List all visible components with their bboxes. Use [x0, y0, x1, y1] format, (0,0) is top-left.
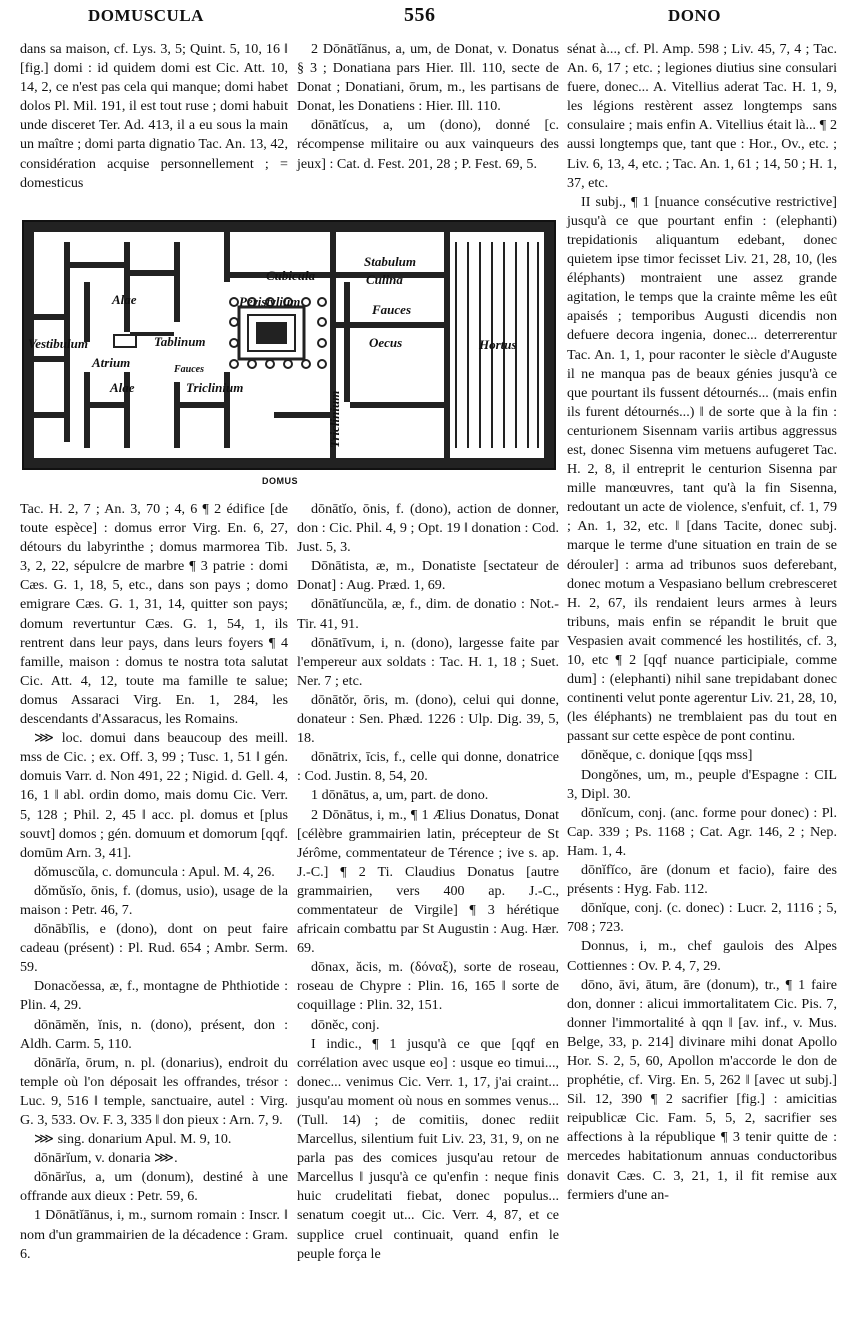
- entry-text: dans sa maison, cf. Lys. 3, 5; Quint. 5, 10, 16 ‖ [fig.] domi : id quidem domi est Cic. Att. 10, 14, 2, ce n'est pas cela qui manque; domi habet dolos Pl. Mil. 191, il est tout ruse ; domi habuit unde disceret Ter. Ad. 413, il a eu sous la main un maître ; domi parta dignatio Tac. An. 13, 42, considération acquise personnellement ; = domesticus: [20, 41, 288, 191]
- label-alae-low: Alae: [110, 380, 135, 395]
- dictionary-entry: dōnĕque, c. donique [qqs mss]: [581, 747, 753, 764]
- entry-continuation: sénat à..., cf. Pl. Amp. 598 ; Liv. 45, 7, 4 ; Tac. An. 6, 17 ; etc. ; legiones diutius sine consulari fuere, donec... A. Vitellius aderat Tac. H. 1, 9, les légions restèrent assez longtemps sans consulaire ; mais enfin A. Vitellius était là... ¶ 2 aussi longtemps que, tant que : Hor., Ov., etc. ; Liv. 6, 13, 4, etc. ; Tac. An. 1, 61 ; 14, 50 ; H. 1, 37, etc.: [567, 41, 837, 191]
- floor-plan-drawing: [24, 222, 554, 468]
- domus-floor-plan: [22, 220, 556, 470]
- column-1-bottom: [20, 500, 288, 1264]
- dictionary-entry: 2 Dōnātĭānus, a, um, de Donat, v. Donatus § 3 ; Donatiana pars Hier. Ill. 110, secte de Donat ; Donatiani, ōrum, m., les partisans de Donat, les Donatiens : Hier. Ill. 110.: [297, 41, 559, 115]
- right-running-head: DONO: [668, 6, 721, 25]
- left-running-head: DOMUSCULA: [88, 6, 204, 25]
- dictionary-entry: dōnax, ăcis, m. (δόναξ), sorte de roseau, roseau de Chypre : Plin. 16, 165 ‖ sorte de coquillage : Plin. 32, 151.: [297, 959, 559, 1014]
- dictionary-entry: dōnātĭo, ōnis, f. (dono), action de donner, don : Cic. Phil. 4, 9 ; Opt. 19 ‖ donation : Cod. Just. 5, 3.: [297, 501, 559, 556]
- dictionary-entry: Donnus, i, m., chef gaulois des Alpes Cottiennes : Ov. P. 4, 7, 29.: [567, 938, 837, 974]
- column-3: [567, 40, 837, 1205]
- dictionary-entry: ⋙ loc. domui dans beaucoup des meill. mss de Cic. ; ex. Off. 3, 99 ; Tusc. 1, 51 ‖ gén. domuis Varr. d. Non 491, 22 ; Nigid. d. Gell. 4, 16, 1 ‖ abl. ordin domo, mais domu Cic. Verr. 5, 128 ; Phil. 2, 45 ‖ acc. pl. domus et [plus souvt] domos ; gén. domuum et domorum [qqf. domūm Arn. 3, 41].: [20, 730, 288, 861]
- dictionary-entry: dōnātīvum, i, n. (dono), largesse faite par l'empereur aux soldats : Tac. H. 1, 18 ; Suet. Ner. 7 ; etc.: [297, 634, 559, 689]
- dictionary-entry: dōnĭfĭco, āre (donum et facio), faire des présents : Hyg. Fab. 112.: [567, 862, 837, 898]
- dictionary-entry: ⋙ sing. donarium Apul. M. 9, 10.: [34, 1131, 232, 1148]
- label-fauces-top: Fauces: [372, 302, 411, 317]
- dictionary-entry: dōnĭcum, conj. (anc. forme pour donec) : Pl. Cap. 339 ; Ps. 1168 ; Cat. Agr. 146, 2 ; Nep. Ham. 1, 4.: [567, 804, 837, 859]
- label-oecus: Oecus: [369, 335, 403, 350]
- label-triclinium-vertical: Triclinium: [327, 390, 342, 448]
- page-number: 556: [404, 4, 436, 26]
- label-peristylium: Peristylium: [239, 294, 301, 309]
- dictionary-entry: 1 Dōnātĭānus, i, m., surnom romain : Inscr. ‖ nom d'un grammairien de la décadence : Gram. 6.: [20, 1207, 288, 1262]
- dictionary-entry: dŏmŭsĭo, ōnis, f. (domus, usio), usage de la maison : Petr. 46, 7.: [20, 882, 288, 918]
- label-culina: Culina: [366, 272, 403, 287]
- label-tablinum: Tablinum: [154, 334, 206, 349]
- dictionary-entry: dōnābĭlis, e (dono), dont on peut faire cadeau (présent) : Pl. Rud. 654 ; Ambr. Serm. 59.: [20, 921, 288, 976]
- dictionary-entry: 2 Dōnātus, i, m., ¶ 1 Ælius Donatus, Donat [célèbre grammairien latin, précepteur de St Jérôme, commentateur de Térence ; ive s. ap. J.-C.] ¶ 2 Ti. Claudius Donatus [autre grammairien, vers 400 ap. J.-C., commentateur de Virgile] ¶ 3 hérétique africain combattu par St Augustin : Aug. Hær. 69.: [297, 806, 559, 957]
- dictionary-entry: I indic., ¶ 1 jusqu'à ce que [qqf en corrélation avec usque eo] : usque eo timui..., donec... venimus Cic. Verr. 1, 17, j'ai craint... jusqu'au moment où nous en sommes venus... (Tull. 14) ; de comitiis, donec rediit Marcellus, silentium fuit Liv. 23, 31, 9, on ne parla pas des comices jusqu'au retour de Marcellus ‖ jusqu'à ce qu'enfin : neque finis huic crudelitati fiebat, donec populus... senatum coegit ut... Cic. Verr. 4, 87, et ce supplice cruel continuait, quand enfin le peuple força le: [297, 1035, 559, 1262]
- label-cubicula: Cubicula: [266, 268, 316, 283]
- dictionary-entry: dōno, āvi, ātum, āre (donum), tr., ¶ 1 faire don, donner : alicui immortalitatem Cic. Pis. 7, donner l'immortalité à qqn ‖ [av. inf., v. Mus. Belge, 33, p. 214] divinare mihi donat Apollo Hor. S. 2, 5, 60, Apollon m'accorde le don de prophétie, cf. Virg. En. 5, 262 ‖ [avec ut subj.] Sil. 12, 390 ¶ 2 sacrifier [fig.] : amicitias reipublicæ Cic. Fam. 5, 5, 2, sacrifier ses affections à la république ¶ 3 tenir quitte de : mercedes habitationum annuas conductoribus donavit Cæs. C. 3, 21, 1, il fit remise aux fermiers d'une an-: [567, 976, 837, 1203]
- label-triclinium: Triclinium: [186, 380, 244, 395]
- dictionary-entry: dōnāmĕn, ĭnis, n. (dono), présent, don : Aldh. Carm. 5, 110.: [20, 1016, 288, 1052]
- dictionary-entry: Dongŏnes, um, m., peuple d'Espagne : CIL 3, Dipl. 30.: [567, 766, 837, 802]
- dictionary-entry: dōnātĭuncŭla, æ, f., dim. de donatio : Not.-Tir. 41, 91.: [297, 596, 559, 632]
- entry-continuation: Tac. H. 2, 7 ; An. 3, 70 ; 4, 6 ¶ 2 édifice [de toute espèce] : domus error Virg. En. 6, 27, détours du labyrinthe ; domus marmorea Tib. 3, 2, 22, sépulcre de marbre ¶ 3 patrie : domi Cæs. G. 1, 18, 5, etc., dans son pays ; domo emigrare Cæs. G. 1, 31, 14, quitter son pays; domum revertuntur Cæs. G. 1, 54, 1, ils rentrent dans leur pays, dans leurs foyers ¶ 4 famille, maison : domus te nostra tota salutat Cic. Att. 4, 12, toute ma famille te salue; domus Assaraci Virg. En. 1, 284, les descendants d'Assaracus, les Romains.: [20, 501, 288, 728]
- dictionary-entry: dōnĕc, conj.: [311, 1016, 380, 1033]
- column-2-top: [297, 40, 559, 174]
- dictionary-entry: II subj., ¶ 1 [nuance consécutive restrictive] jusqu'à ce que pourtant enfin : (elephanti) trepidationis aliquantum edebant, donec quietem ipse timor fecisset Liv. 21, 28, 10, (les éléphants) montraient une assez grande agitation, le temps que la crainte même les eût apaisés ; temporibus Augusti dicendis non defuere decora ingenia, donec... deterrerentur Tac. An. 1, 1, pour raconter le siècle d'Auguste il ne manqua pas de beaux génies jusqu'à ce que pourtant ils fussent détournés... (mais enfin ils furent détournés...) ‖ de sorte que à la fin : centurionem Sisennam variis artibus aggressus est, donec Sisenna vim metuens aufugeret Tac. H. 2, 8, il entreprit le centurion Sisenna par mille manœuvres, tant qu'à la fin Sisenna, redoutant un acte de violence, s'enfuit, cf. 1, 79 ; An. 1, 32, etc. ‖ [dans Tacite, donec subj. marque le terme d'une situation en train de se dérouler] : arma ad tribunos suos deferebant, donec motum a Vespasiano bellum crebresceret H. 2, 67, ils rendaient leurs armes à leurs tribuns, mais enfin se répandit le bruit que Vespasien avait commencé les hostilités, cf. 3, 10, etc ¶ 2 [qqf nuance participiale, comme dum] : (elephanti) nihil sane trepidabant donec continenti velut ponte agerentur Liv. 21, 28, 10, (les éléphants) ne tremblaient pas du tout en passant sur cette espèce de pont continu.: [567, 193, 837, 745]
- dictionary-entry: 1 dōnātus, a, um, part. de dono.: [311, 787, 489, 804]
- dictionary-entry: dōnĭque, conj. (c. donec) : Lucr. 2, 1116 ; 5, 708 ; 723.: [567, 900, 837, 936]
- dictionary-entry: Dōnātista, æ, m., Donatiste [sectateur de Donat] : Aug. Præd. 1, 69.: [297, 558, 559, 594]
- column-1-top: [20, 40, 288, 193]
- label-alae-top: Alae: [112, 292, 137, 307]
- dictionary-entry: dōnārĭa, ōrum, n. pl. (donarius), endroit du temple où l'on déposait les offrandes, trésor : Luc. 9, 516 ‖ temple, sanctuaire, autel : Virg. G. 3, 533. Ov. F. 3, 335 ‖ don pieux : Arn. 7, 9.: [20, 1054, 288, 1128]
- label-hortus: Hortus: [479, 337, 517, 352]
- dictionary-entry: dŏmuscŭla, c. domuncula : Apul. M. 4, 26.: [34, 863, 275, 880]
- dictionary-entry: dōnātĭcus, a, um (dono), donné [c. récompense militaire ou aux vainqueurs des jeux] : Cat. d. Fest. 201, 28 ; P. Fest. 69, 5.: [297, 117, 559, 172]
- label-fauces-low: Fauces: [174, 364, 204, 375]
- dictionary-entry: dōnātŏr, ōris, m. (dono), celui qui donne, donateur : Sen. Phæd. 1226 : Ulp. Dig. 39, 5, 18.: [297, 691, 559, 747]
- column-2-bottom: [297, 500, 559, 1264]
- dictionary-entry: dōnārĭus, a, um (donum), destiné à une offrande aux dieux : Petr. 59, 6.: [20, 1169, 288, 1205]
- dictionary-entry: Donacŏessa, æ, f., montagne de Phthiotide : Plin. 4, 29.: [20, 978, 288, 1014]
- page-header: [0, 6, 854, 32]
- dictionary-entry: dōnārĭum, v. donaria ⋙.: [34, 1150, 178, 1167]
- label-stabulum: Stabulum: [364, 254, 417, 269]
- dictionary-entry: dōnātrix, īcis, f., celle qui donne, donatrice : Cod. Justin. 8, 54, 20.: [297, 749, 559, 785]
- label-vestibulum: Vestibulum: [28, 336, 88, 351]
- figure-caption: DOMUS: [262, 476, 298, 486]
- label-atrium: Atrium: [92, 355, 131, 370]
